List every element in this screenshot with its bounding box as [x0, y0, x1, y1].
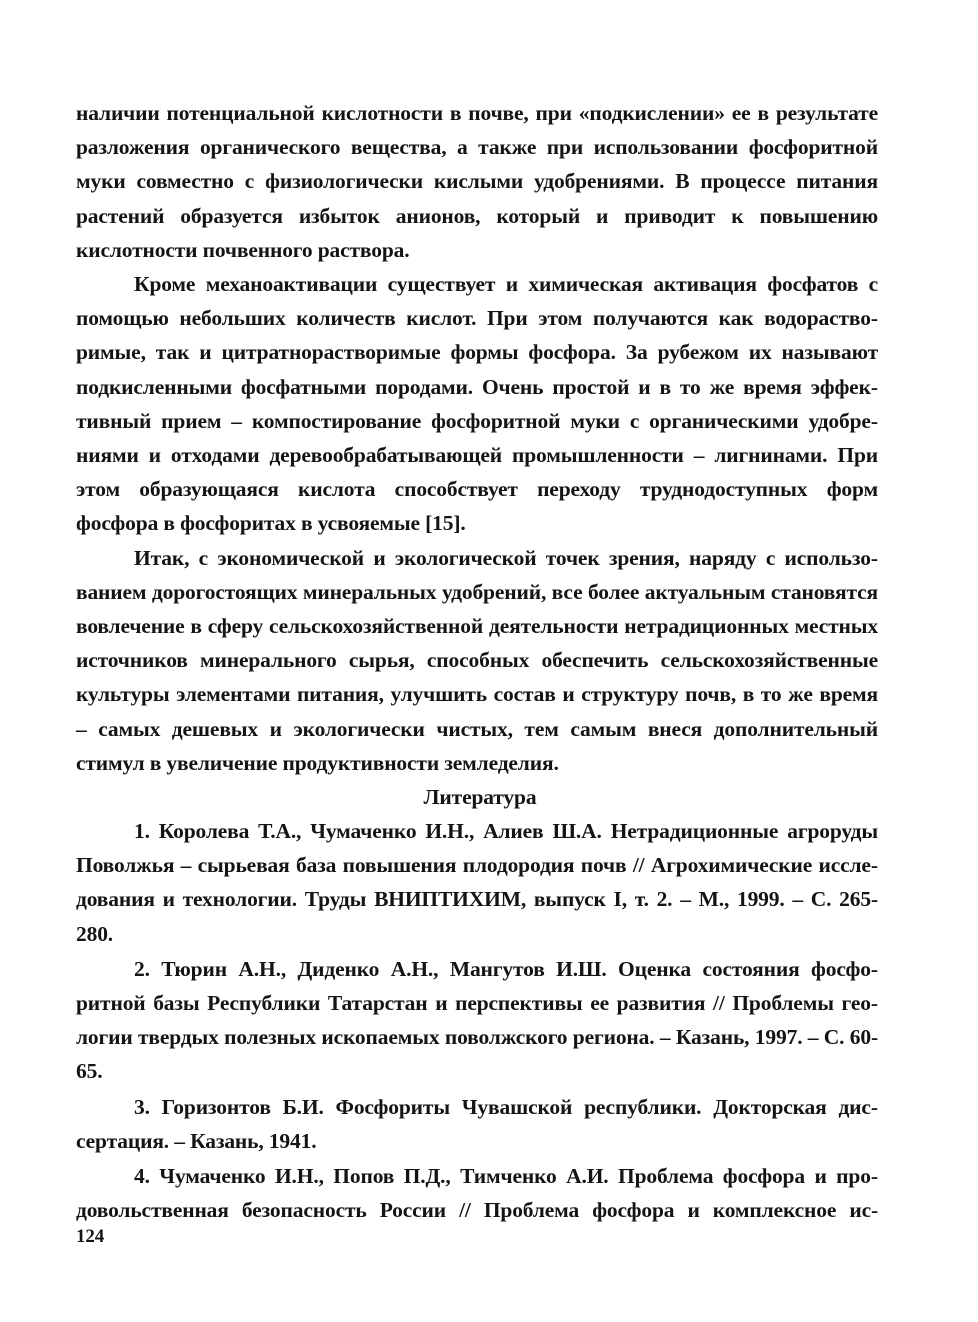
reference-item: 1. Королева Т.А., Чумаченко И.Н., Алиев Ш.А. Нетрадиционные агроруды Поволжья – сырьевая база повышения плодородия почв // Агрохимические исследования и технологии. Труды ВНИПТИХИМ, выпуск I, т. 2. – М., 1999. – С. 265-280. — [76, 819, 878, 946]
reference-item: 3. Горизонтов Б.И. Фосфориты Чувашской республики. Докторская диссертация. – Казань, 1941. — [76, 1094, 878, 1153]
page-number: 124 — [76, 1226, 105, 1247]
paragraph-conclusion: Итак, с экономической и экологической точек зрения, наряду с использованием дорогостоящих минеральных удобрений, все более актуальным становятся вовлечение в сферу сельскохозяйственной деятельности нетрадиционных местных источников минерального сырья, способных обеспечить сельскохозяйственные культуры элементами питания, улучшить состав и структуру почв, в то же время – самых дешевых и экологически чистых, тем самым внеся дополнительный стимул в увеличение продуктивности земледелия. — [76, 545, 878, 775]
references-heading: Литература — [423, 785, 537, 810]
reference-item: 4. Чумаченко И.Н., Попов П.Д., Тимченко А.И. Проблема фосфора и продовольственная безопасность России // Проблема фосфора и комплексное ис- — [76, 1164, 878, 1223]
paragraph-chemical-activation: Кроме механоактивации существует и химическая активация фосфатов с помощью небольших количеств кислот. При этом получаются как водорастворимые, так и цитратнорастворимые формы фосфора. За рубежом их называют подкисленными фосфатными породами. Очень простой и в то же время эффективный прием – компостирование фосфоритной муки с органическими удобрениями и отходами деревообрабатывающей промышленности – лигнинами. При этом образующаяся кислота способствует переходу труднодоступных форм фосфора в фосфоритах в усвояемые [15]. — [76, 272, 878, 536]
page-body — [76, 96, 878, 1228]
paragraph-continuation: наличии потенциальной кислотности в почве, при «подкислении» ее в результате разложения органического вещества, а также при использовании фосфоритной муки совместно с физиологически кислыми удобрениями. В процессе питания растений образуется избыток анионов, который и приводит к повышению кислотности почвенного раствора. — [76, 101, 878, 262]
reference-item: 2. Тюрин А.Н., Диденко А.Н., Мангутов И.Ш. Оценка состояния фосфоритной базы Республики Татарстан и перспективы ее развития // Проблемы геологии твердых полезных ископаемых поволжского региона. – Казань, 1997. – С. 60-65. — [76, 956, 878, 1084]
